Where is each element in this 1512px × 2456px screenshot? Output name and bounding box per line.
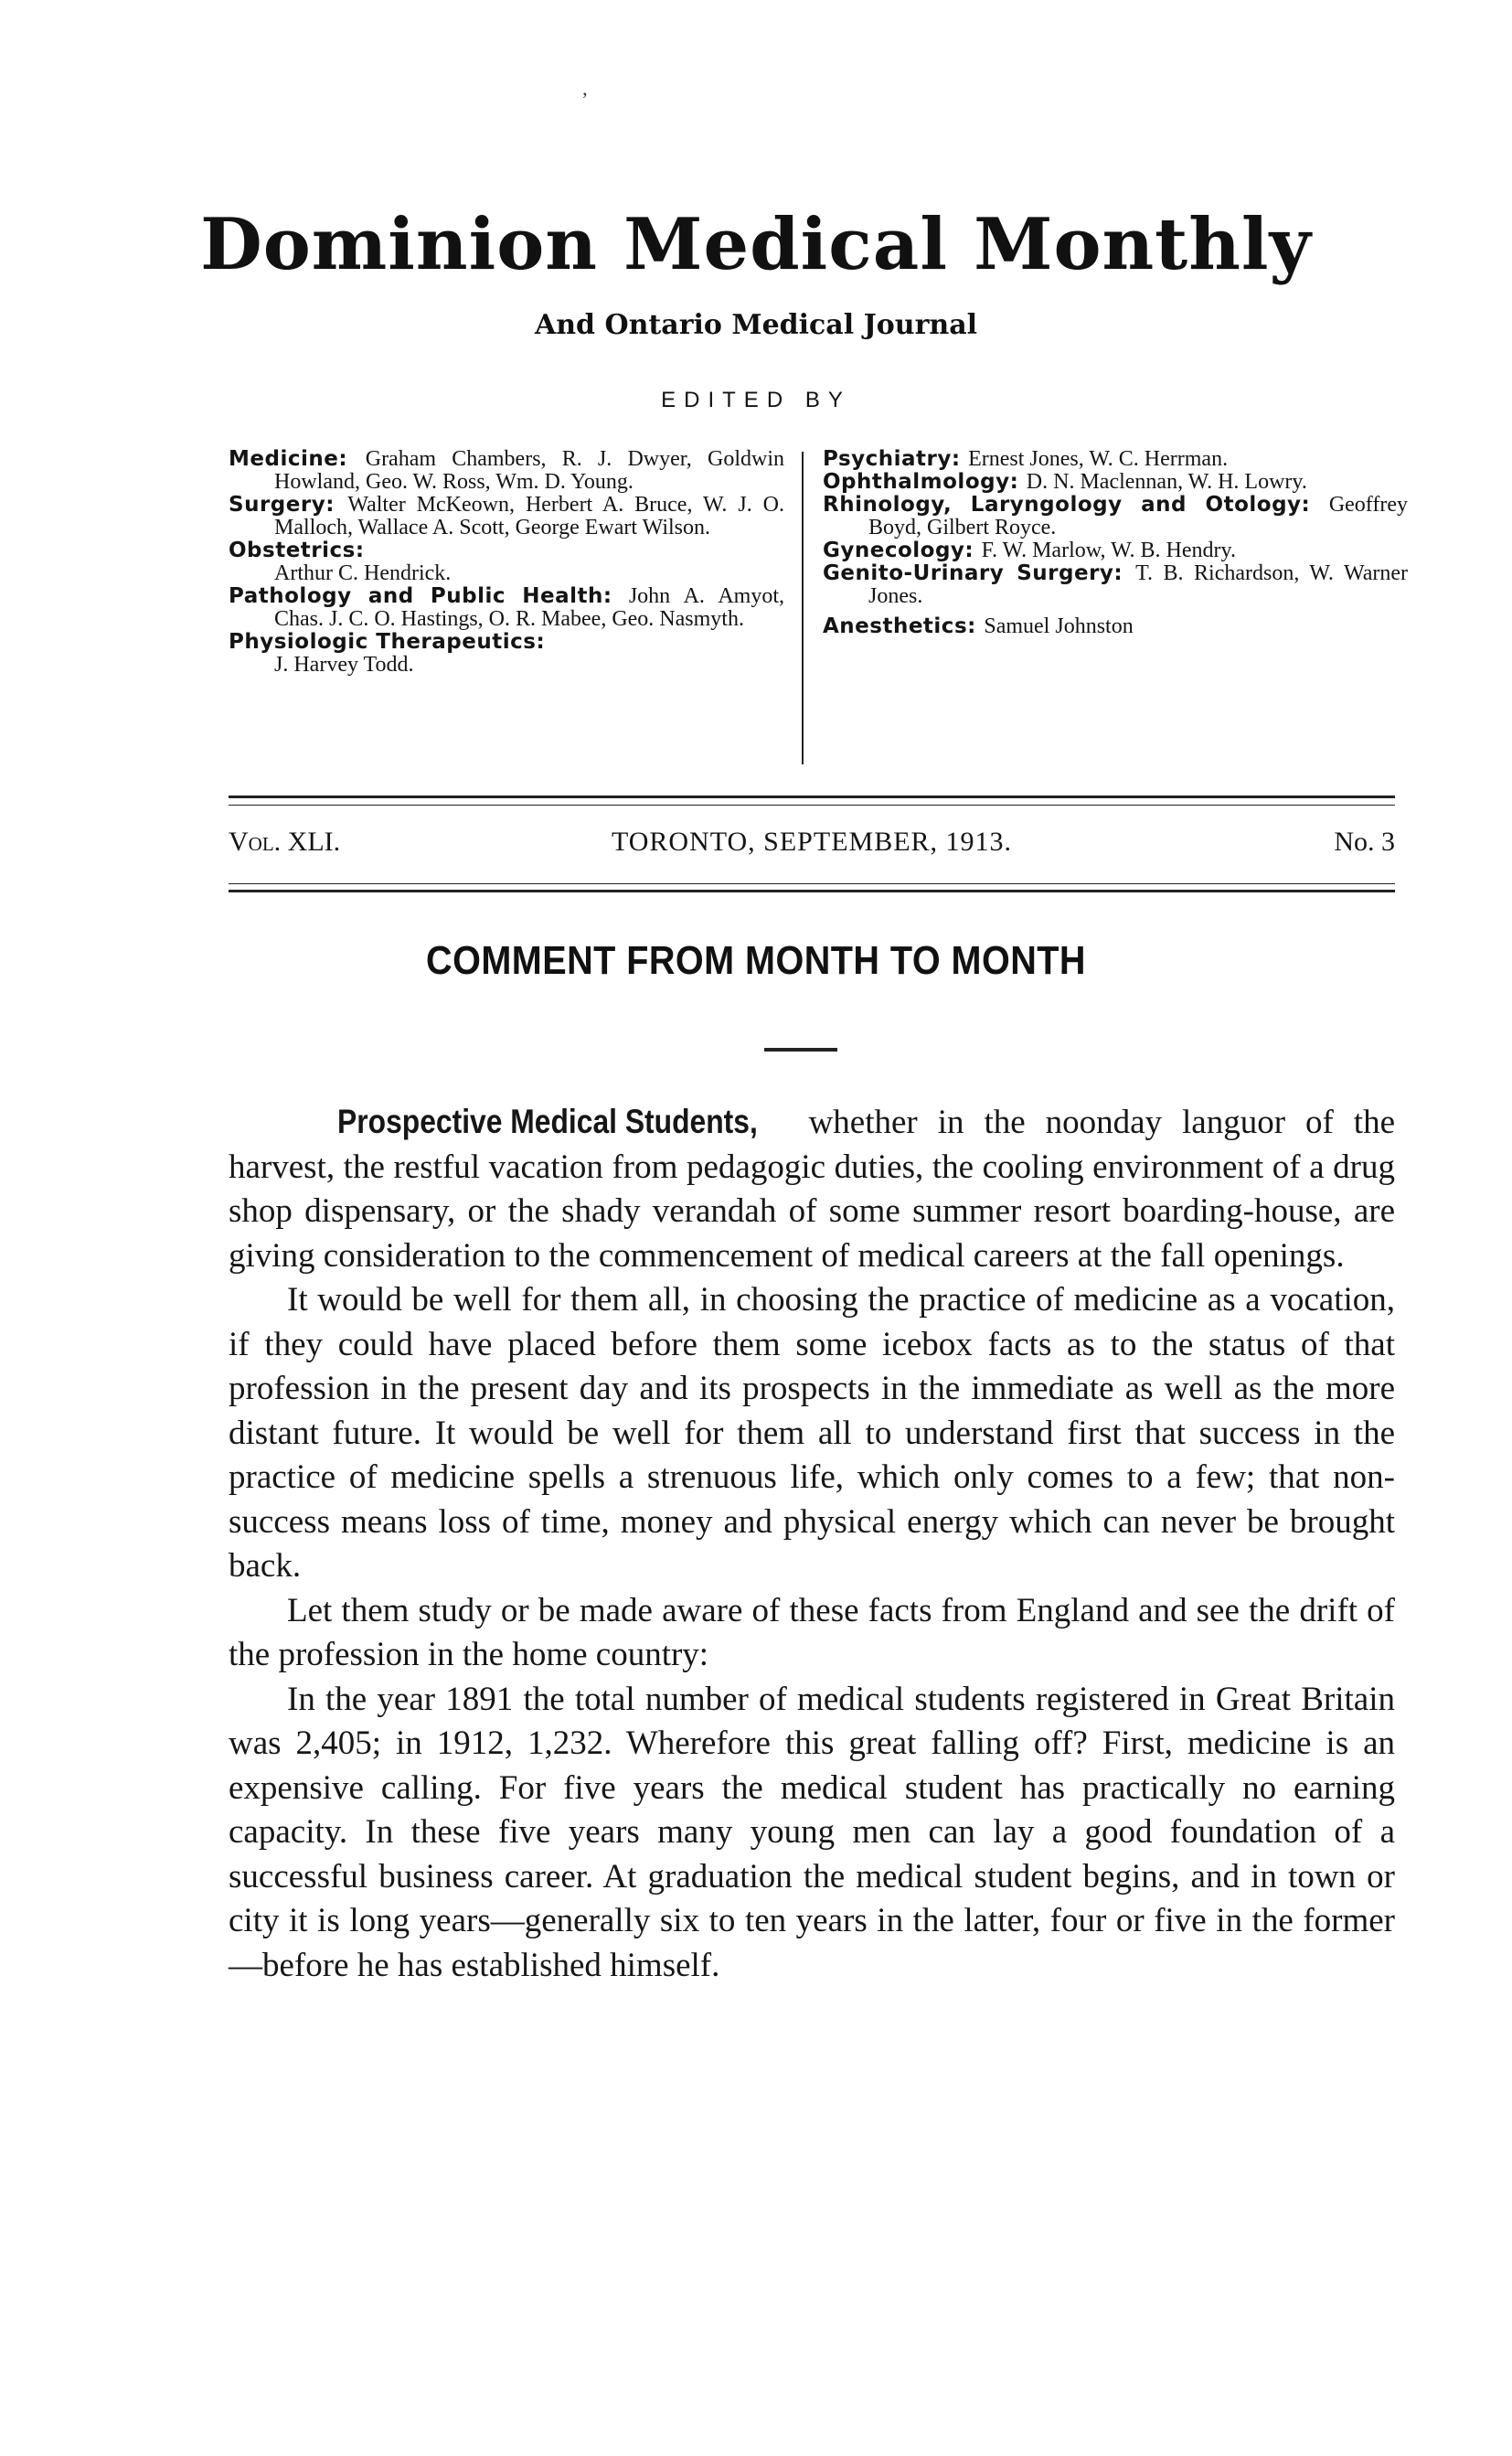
paragraph: Prospective Medical Students, whether in the noonday languor of the harvest, the restful vacation from pedagogic duties, the cooling environment of a drug shop dispensary, or the shady verandah of some summer resort boarding-house, are giving consideration to the commencement of medical careers at the fall openings. xyxy=(229,1100,1395,1278)
issue-number: No. 3 xyxy=(1334,827,1395,857)
section-label: Ophthalmology xyxy=(823,470,1010,494)
section-label: Rhinology, Laryngology and Otology xyxy=(823,493,1302,517)
editor-names: J. Harvey Todd. xyxy=(274,653,414,677)
margin-mark: ’ xyxy=(581,88,589,111)
editor-names: Ernest Jones, W. C. Herrman. xyxy=(968,447,1229,471)
rule-top-2 xyxy=(229,805,1395,806)
editor-names: F. W. Marlow, W. B. Hendry. xyxy=(981,539,1236,562)
rule-top-1 xyxy=(229,796,1395,798)
section-label: Gynecology xyxy=(823,539,965,562)
editor-names: T. B. Richardson, W. Warner Jones. xyxy=(868,561,1408,608)
section-label: Medicine xyxy=(229,447,339,471)
editor-entry: Rhinology, Laryngology and Otology: Geoffrey Boyd, Gilbert Royce. xyxy=(823,493,1408,539)
editor-names: Graham Chambers, R. J. Dwyer, Goldwin Howland, Geo. W. Ross, Wm. D. Young. xyxy=(274,447,784,494)
lead-title: Prospective Medical Students, xyxy=(337,1103,758,1140)
editor-entry: Gynecology: F. W. Marlow, W. B. Hendry. xyxy=(823,539,1236,562)
edited-by-label: EDITED BY xyxy=(661,388,851,412)
editor-entry: Physiologic Therapeutics: J. Harvey Todd. xyxy=(229,630,546,677)
editor-entry: Genito-Urinary Surgery: T. B. Richardson, W. Warner Jones. xyxy=(823,561,1408,608)
paragraph: It would be well for them all, in choosing the practice of medicine as a vocation, if they could have placed before them some icebox facts as to the status of that profession in the present day and its prospects in the immediate as well as the more distant future. It would be well for them all to understand first that success in the practice of medicine spells a strenuous life, which only comes to a few; that non-success means loss of time, money and physical energy which can never be brought back. xyxy=(229,1281,1395,1585)
paragraph: In the year 1891 the total number of medical students registered in Great Britain was 2,405; in 1912, 1,232. Wherefore this great falling off? First, medicine is an expensive calling. For five years the medical student has practically no earning capacity. In these five years many young men can lay a good foundation of a successful business career. At graduation the medical student begins, and in town or city it is long years—generally six to ten years in the latter, four or five in the former—before he has established himself. xyxy=(229,1680,1395,1984)
editors-left-column xyxy=(229,448,784,677)
editor-names: D. N. Maclennan, W. H. Lowry. xyxy=(1026,470,1307,494)
editor-entry: Medicine: Graham Chambers, R. J. Dwyer, Goldwin Howland, Geo. W. Ross, Wm. D. Young. xyxy=(229,447,784,494)
section-label: Pathology and Public Health xyxy=(229,584,603,608)
heading-dash xyxy=(764,1048,837,1052)
journal-subtitle: And Ontario Medical Journal xyxy=(534,309,978,341)
editors-right-column xyxy=(823,448,1408,638)
section-label: Surgery xyxy=(229,493,326,517)
section-label: Obstetrics xyxy=(229,539,356,562)
editor-names: Samuel Johnston xyxy=(984,614,1134,638)
section-label: Psychiatry xyxy=(823,447,952,471)
editor-entry: Psychiatry: Ernest Jones, W. C. Herrman. xyxy=(823,447,1229,471)
article-heading: COMMENT FROM MONTH TO MONTH xyxy=(426,938,1086,983)
paragraph: Let them study or be made aware of these facts from England and see the drift of the profession in the home country: xyxy=(229,1591,1395,1673)
editor-entry: Pathology and Public Health: John A. Amyot, Chas. J. C. O. Hastings, O. R. Mabee, Geo. Nasmyth. xyxy=(229,584,784,631)
editor-names: John A. Amyot, Chas. J. C. O. Hastings, O. R. Mabee, Geo. Nasmyth. xyxy=(274,584,784,631)
rule-bottom-1 xyxy=(229,883,1395,884)
editor-names: Arthur C. Hendrick. xyxy=(274,561,452,585)
editor-entry: Surgery: Walter McKeown, Herbert A. Bruce, W. J. O. Malloch, Wallace A. Scott, George Ewart Wilson. xyxy=(229,493,784,539)
editor-entry: Anesthetics: Samuel Johnston xyxy=(823,614,1134,638)
editor-names: Walter McKeown, Herbert A. Bruce, W. J. O. Malloch, Wallace A. Scott, George Ewart Wilson. xyxy=(274,493,784,539)
volume-number: Vol. XLI. xyxy=(229,827,341,857)
editor-names: Geoffrey Boyd, Gilbert Royce. xyxy=(868,493,1408,539)
column-divider xyxy=(802,452,804,764)
rule-bottom-2 xyxy=(229,890,1395,892)
issue-dateline: TORONTO, SEPTEMBER, 1913. xyxy=(611,827,1013,857)
section-label: Genito-Urinary Surgery xyxy=(823,561,1114,585)
section-label: Physiologic Therapeutics xyxy=(229,630,537,654)
editor-entry: Ophthalmology: D. N. Maclennan, W. H. Lowry. xyxy=(823,470,1307,494)
editor-entry: Obstetrics: Arthur C. Hendrick. xyxy=(229,539,452,585)
article-body xyxy=(229,1100,1395,1988)
section-label: Anesthetics xyxy=(823,614,968,638)
journal-title: Dominion Medical Monthly xyxy=(200,203,1312,286)
